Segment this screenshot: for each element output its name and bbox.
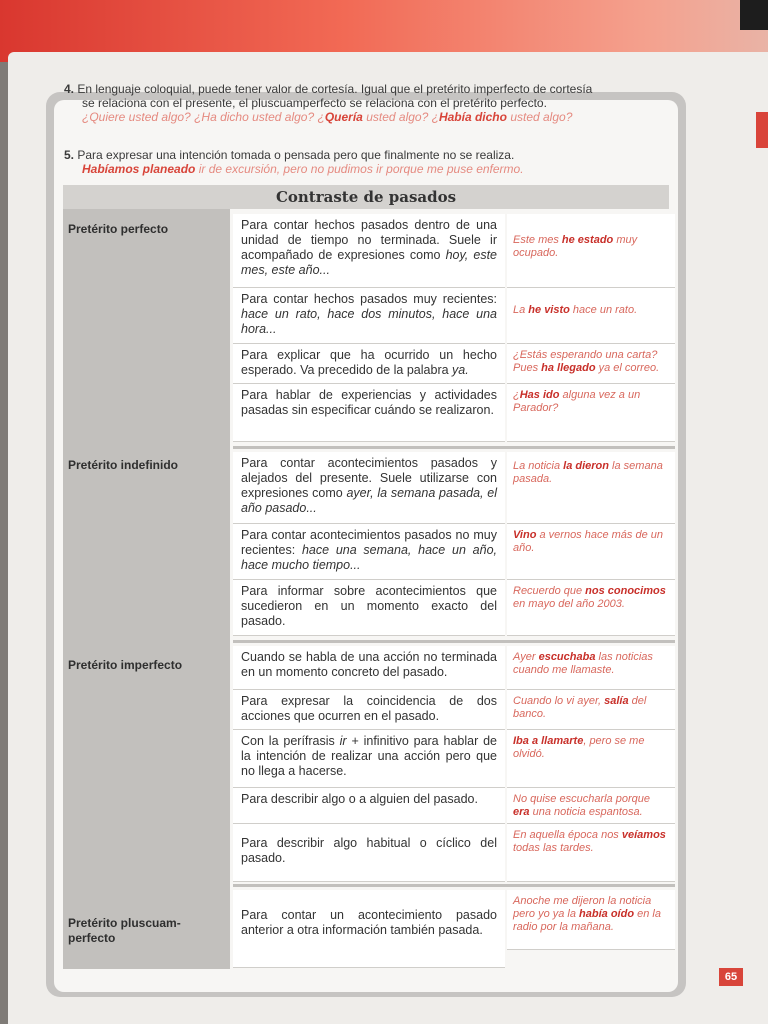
table-row-use: [233, 890, 505, 968]
table-row-use: [233, 524, 505, 580]
page-number: 65: [719, 968, 743, 986]
table-row-example: [507, 646, 675, 690]
table-row-example: [507, 824, 675, 882]
example-verb: era: [513, 806, 530, 818]
use-italic: hace una semana, hace un año, hace mucho tiempo...: [241, 543, 497, 572]
example-verb: Habíamos planeado: [82, 162, 196, 176]
example-text: una noticia espantosa.: [529, 806, 643, 818]
example-text: muy ocupado.: [513, 234, 638, 259]
example-verb: la dieron: [563, 460, 609, 472]
example-text: en la radio por la mañana.: [513, 908, 661, 933]
example-text: Ayer: [513, 651, 539, 663]
category-perfecto: Pretérito perfecto: [68, 222, 169, 236]
table-row-example: [507, 288, 675, 344]
example-text: ¿Estás esperando una carta? Pues: [513, 349, 658, 374]
example-text: alguna vez a un Parador?: [513, 389, 641, 414]
example-verb: escuchaba: [538, 651, 596, 663]
example-verb: veíamos: [621, 829, 666, 841]
table-row-use: [233, 344, 505, 384]
example-text: Este mes: [513, 234, 562, 246]
use-italic: hace un rato, hace dos minutos, hace una hora...: [241, 307, 497, 336]
use-text: Para describir algo habitual o cíclico del pasado.: [241, 836, 497, 865]
table-row-use: [233, 452, 505, 524]
note-4: [64, 82, 664, 124]
table-row-example: [507, 788, 675, 824]
example-verb: Quería: [324, 110, 363, 124]
example-text: usted algo?: [510, 110, 573, 124]
group-divider: [233, 884, 675, 887]
table-row-use: [233, 288, 505, 344]
category-imperfecto: Pretérito imperfecto: [68, 658, 183, 672]
example-verb: nos conocimos: [585, 585, 666, 597]
use-text: Para contar un acontecimiento pasado anterior a otra información también pasada.: [241, 908, 497, 937]
example-text: del banco.: [513, 695, 647, 720]
table-row-use: [233, 646, 505, 690]
example-verb: ha llegado: [541, 362, 596, 374]
category-label-line: perfecto: [68, 931, 116, 945]
example-text: ¿Ha dicho usted algo?: [194, 110, 315, 124]
example-text: La: [513, 304, 529, 316]
group-divider: [233, 446, 675, 449]
example-text: La noticia: [513, 460, 564, 472]
note-text: Para expresar una intención tomada o pensada pero que finalmente no se realiza.: [77, 148, 515, 162]
example-verb: Has ido: [519, 389, 560, 401]
table-row-use: [233, 690, 505, 730]
example-text: Anoche me dijeron la noticia pero yo ya la: [513, 895, 652, 920]
table-row-example: [507, 452, 675, 524]
example-verb: Vino: [513, 529, 537, 541]
example-text: Cuando lo vi ayer,: [513, 695, 605, 707]
table-row-use: [233, 824, 505, 882]
use-text: Para contar acontecimientos pasados y alejados del presente. Suele utilizarse con expresiones como: [241, 456, 497, 500]
use-text: Para contar hechos pasados dentro de una unidad de tiempo no terminada. Suele ir acompañado de expresiones como: [241, 218, 497, 262]
use-text: Para expresar la coincidencia de dos acciones que ocurren en el pasado.: [241, 694, 497, 723]
use-text: Para explicar que ha ocurrido un hecho esperado. Va precedido de la palabra: [241, 348, 497, 377]
example-text: ¿: [513, 389, 520, 401]
use-italic: ya.: [452, 363, 469, 377]
example-text: usted algo?: [366, 110, 429, 124]
use-italic: hoy, este mes, este año...: [241, 248, 497, 277]
category-indefinido: Pretérito indefinido: [68, 458, 179, 472]
table-row-example: [507, 384, 675, 442]
example-verb: Había dicho: [438, 110, 507, 124]
category-pluscuamperfecto: [68, 916, 181, 946]
table-row-example: [507, 730, 675, 788]
example-text: ya el correo.: [595, 362, 660, 374]
table-row-example: [507, 690, 675, 730]
example-text: , pero se me olvidó.: [513, 735, 645, 760]
use-text: + infinitivo para hablar de la intención de realizar una acción pero que no llega a hacerse.: [241, 734, 498, 778]
table-row-example: [507, 344, 675, 384]
table-row-example: [507, 524, 675, 580]
example-text: ir de excursión, pero no pudimos ir porque me puse enfermo.: [198, 162, 524, 176]
example-verb: he visto: [528, 304, 570, 316]
group-divider: [233, 640, 675, 643]
example-text: hace un rato.: [569, 304, 638, 316]
note-number: 5.: [64, 148, 75, 162]
example-verb: he estado: [561, 234, 614, 246]
example-text: en mayo del año 2003.: [513, 598, 625, 610]
example-text: ¿Quiere usted algo?: [82, 110, 191, 124]
example-verb: había oído: [579, 908, 635, 920]
table-row-example: [507, 214, 675, 288]
use-text: Cuando se habla de una acción no terminada en un momento concreto del pasado.: [241, 650, 497, 679]
table-row-example: [507, 580, 675, 636]
note-text: En lenguaje coloquial, puede tener valor de cortesía. Igual que el pretérito imperfecto de cortesía: [77, 82, 593, 96]
use-text: Para hablar de experiencias y actividades pasadas sin especificar cuándo se realizaron.: [241, 388, 497, 417]
example-text: a vernos hace más de un año.: [513, 529, 664, 554]
use-text: Para contar hechos pasados muy recientes:: [241, 292, 497, 306]
use-italic: ayer, la semana pasada, el año pasado...: [241, 486, 498, 515]
example-verb: Iba a llamarte: [513, 735, 584, 747]
use-text: Para informar sobre acontecimientos que sucedieron en un momento exacto del pasado.: [241, 584, 497, 628]
table-row-use: [233, 730, 505, 788]
example-text: ¿: [317, 110, 325, 124]
note-text: se relaciona con el presente, el pluscuamperfecto se relaciona con el pretérito perfecto.: [82, 96, 547, 110]
example-text: Recuerdo que: [513, 585, 586, 597]
table-row-use: [233, 384, 505, 442]
table-row-example: [507, 890, 675, 950]
example-text: todas las tardes.: [513, 842, 594, 854]
example-text: la semana pasada.: [513, 460, 663, 485]
use-text: Para contar acontecimientos pasados no muy recientes:: [241, 528, 497, 557]
table-row-use: [233, 788, 505, 824]
table-row-use: [233, 580, 505, 636]
background-corner: [740, 0, 768, 30]
use-italic: ir: [339, 734, 347, 748]
page-edge-tab: [756, 112, 768, 148]
example-text: No quise escucharla porque: [513, 793, 650, 805]
table-title: Contraste de pasados: [63, 185, 669, 209]
note-number: 4.: [64, 82, 75, 96]
category-column: [63, 209, 230, 969]
example-verb: salía: [604, 695, 629, 707]
category-label-line: Pretérito pluscuam-: [68, 916, 181, 930]
use-text: Para describir algo o a alguien del pasado.: [241, 792, 478, 806]
example-text: las noticias cuando me llamaste.: [513, 651, 653, 676]
example-text: En aquella época nos: [513, 829, 622, 841]
table-row-use: [233, 214, 505, 288]
use-text: Con la perífrasis: [241, 734, 340, 748]
note-5: [64, 148, 664, 176]
example-text: ¿: [431, 110, 439, 124]
